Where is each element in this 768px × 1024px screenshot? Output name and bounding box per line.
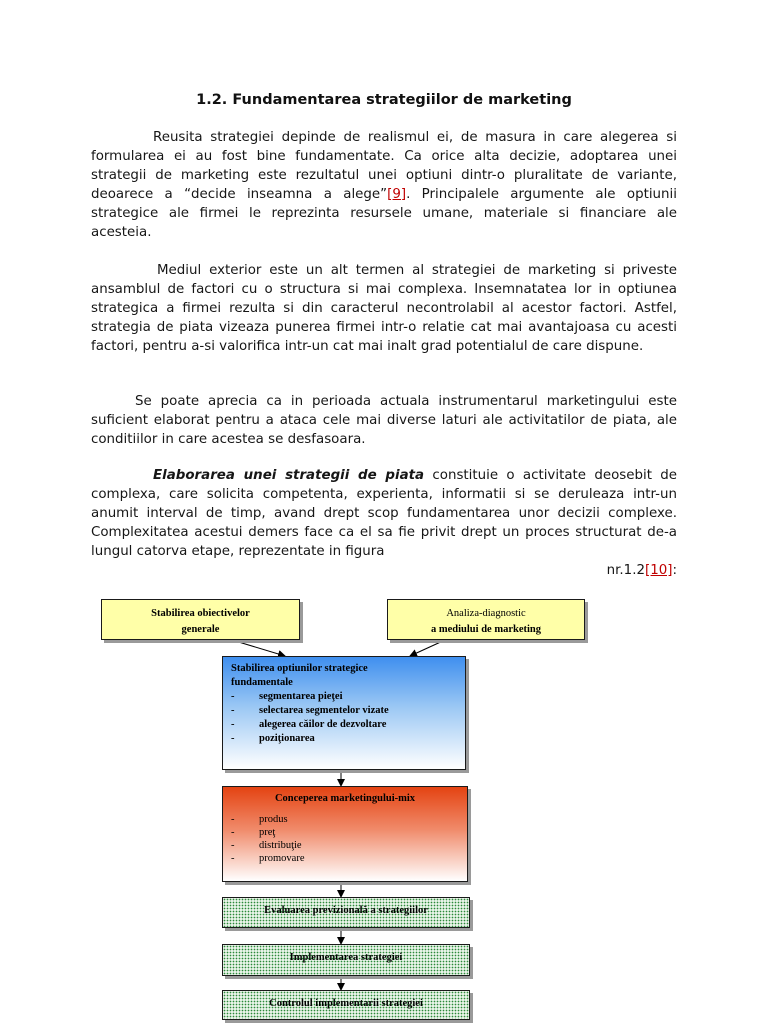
- reference-link-9[interactable]: [9]: [387, 187, 407, 202]
- figure-colon: :: [672, 563, 677, 578]
- box-analiza-diagnostic-line1: Analiza-diagnostic: [446, 608, 526, 619]
- list-dash: -: [231, 733, 235, 744]
- box-optiuni-title-line1: Stabilirea optiunilor strategice: [231, 663, 368, 674]
- list-item-text: distribuţie: [259, 840, 302, 851]
- list-item-text: alegerea căilor de dezvoltare: [259, 719, 387, 730]
- list-item: [231, 690, 465, 704]
- box-stabilirea-obiectivelor: [101, 599, 300, 640]
- list-item-text: selectarea segmentelor vizate: [259, 705, 389, 716]
- list-item: [231, 718, 465, 732]
- list-dash: -: [231, 814, 235, 825]
- paragraph-4: [91, 466, 677, 580]
- list-item: [231, 839, 467, 852]
- paragraph-2: Mediul exterior este un alt termen al strategiei de marketing si priveste ansamblul de factori cu o structura si mai complexa. Insemnatatea lor in optiunea strategica a firmei rezulta si din caracterul necontrolabil al acestor factori. Astfel, strategia de piata vizeaza punerea firmei intr-o relatie cat mai avantajoasa cu acesti factori, pentru a-si valorifica intr-un cat mai inalt grad potentialul de care dispune.: [91, 263, 677, 354]
- list-dash: -: [231, 853, 235, 864]
- box-marketing-mix: [222, 786, 468, 882]
- box-evaluare-previzionala: Evaluarea previzională a strategiilor: [222, 897, 470, 928]
- list-item-text: segmentarea pieţei: [259, 691, 343, 702]
- list-item-text: poziţionarea: [259, 733, 315, 744]
- list-dash: -: [231, 840, 235, 851]
- paragraph-4-emphasis: Elaborarea unei strategii de piata: [153, 468, 425, 483]
- box-optiuni-strategice: [222, 656, 466, 770]
- box-implementarea-strategiei: Implementarea strategiei: [222, 944, 470, 976]
- box-controlul-implementarii: Controlul implementarii strategiei: [222, 990, 470, 1020]
- list-item: [231, 704, 465, 718]
- list-dash: -: [231, 691, 235, 702]
- list-dash: -: [231, 719, 235, 730]
- box-stabilirea-obiectivelor-line2: generale: [181, 624, 220, 635]
- list-dash: -: [231, 705, 235, 716]
- list-item-text: promovare: [259, 853, 305, 864]
- figure-reference-line: [91, 561, 677, 580]
- list-item: [231, 813, 467, 826]
- box-optiuni-title-line2: fundamentale: [231, 677, 293, 688]
- list-item: [231, 826, 467, 839]
- list-item: [231, 852, 467, 865]
- reference-link-10[interactable]: [10]: [644, 563, 673, 578]
- list-item: [231, 732, 465, 746]
- figure-number: nr.1.2: [606, 563, 645, 578]
- strategy-flow-diagram: [0, 590, 768, 1024]
- arrow-analiza-to-optiuni: [410, 640, 445, 656]
- section-title: 1.2. Fundamentarea strategiilor de marketing: [196, 92, 572, 108]
- paragraph-1: [91, 128, 677, 242]
- box-marketing-mix-title: Conceperea marketingului-mix: [274, 793, 416, 804]
- box-stabilirea-obiectivelor-line1: Stabilirea obiectivelor: [151, 608, 250, 619]
- paragraph-4-text: constituie o activitate deosebit de complexa, care solicita competenta, experienta, informatii si se deruleaza intr-un anumit interval de timp, avand drept scop fundamentarea unor decizii complexe. Complexitatea acestui demers face ca el sa fie privit drept un proces structurat de-a lungul catorva etape, reprezentate in figura: [91, 468, 677, 559]
- list-item-text: produs: [259, 814, 288, 825]
- paragraph-3: Se poate aprecia ca in perioada actuala instrumentarul marketingului este suficient elaborat pentru a ataca cele mai diverse laturi ale activitatilor de piata, ale conditiilor in care acestea se desfasoara.: [91, 394, 677, 447]
- paragraph-1-text-end: . Principalele argumente ale optiunii strategice ale firmei le reprezinta resursele umane, materiale si financiare ale acesteia.: [91, 187, 677, 240]
- list-item-text: preţ: [259, 827, 276, 838]
- list-dash: -: [231, 827, 235, 838]
- box-analiza-diagnostic: [387, 599, 585, 640]
- arrow-obiective-to-optiuni: [232, 640, 285, 656]
- paragraph-1-text: Reusita strategiei depinde de realismul ei, de masura in care alegerea si formularea ei au fost bine fundamentate. Ca orice alta decizie, adoptarea unei strategii de marketing este rezultatul unei optiuni dintr-o pluralitate de variante, deoarece a “decide inseamna a alege”: [91, 130, 677, 202]
- box-analiza-diagnostic-line2: a mediului de marketing: [431, 624, 541, 635]
